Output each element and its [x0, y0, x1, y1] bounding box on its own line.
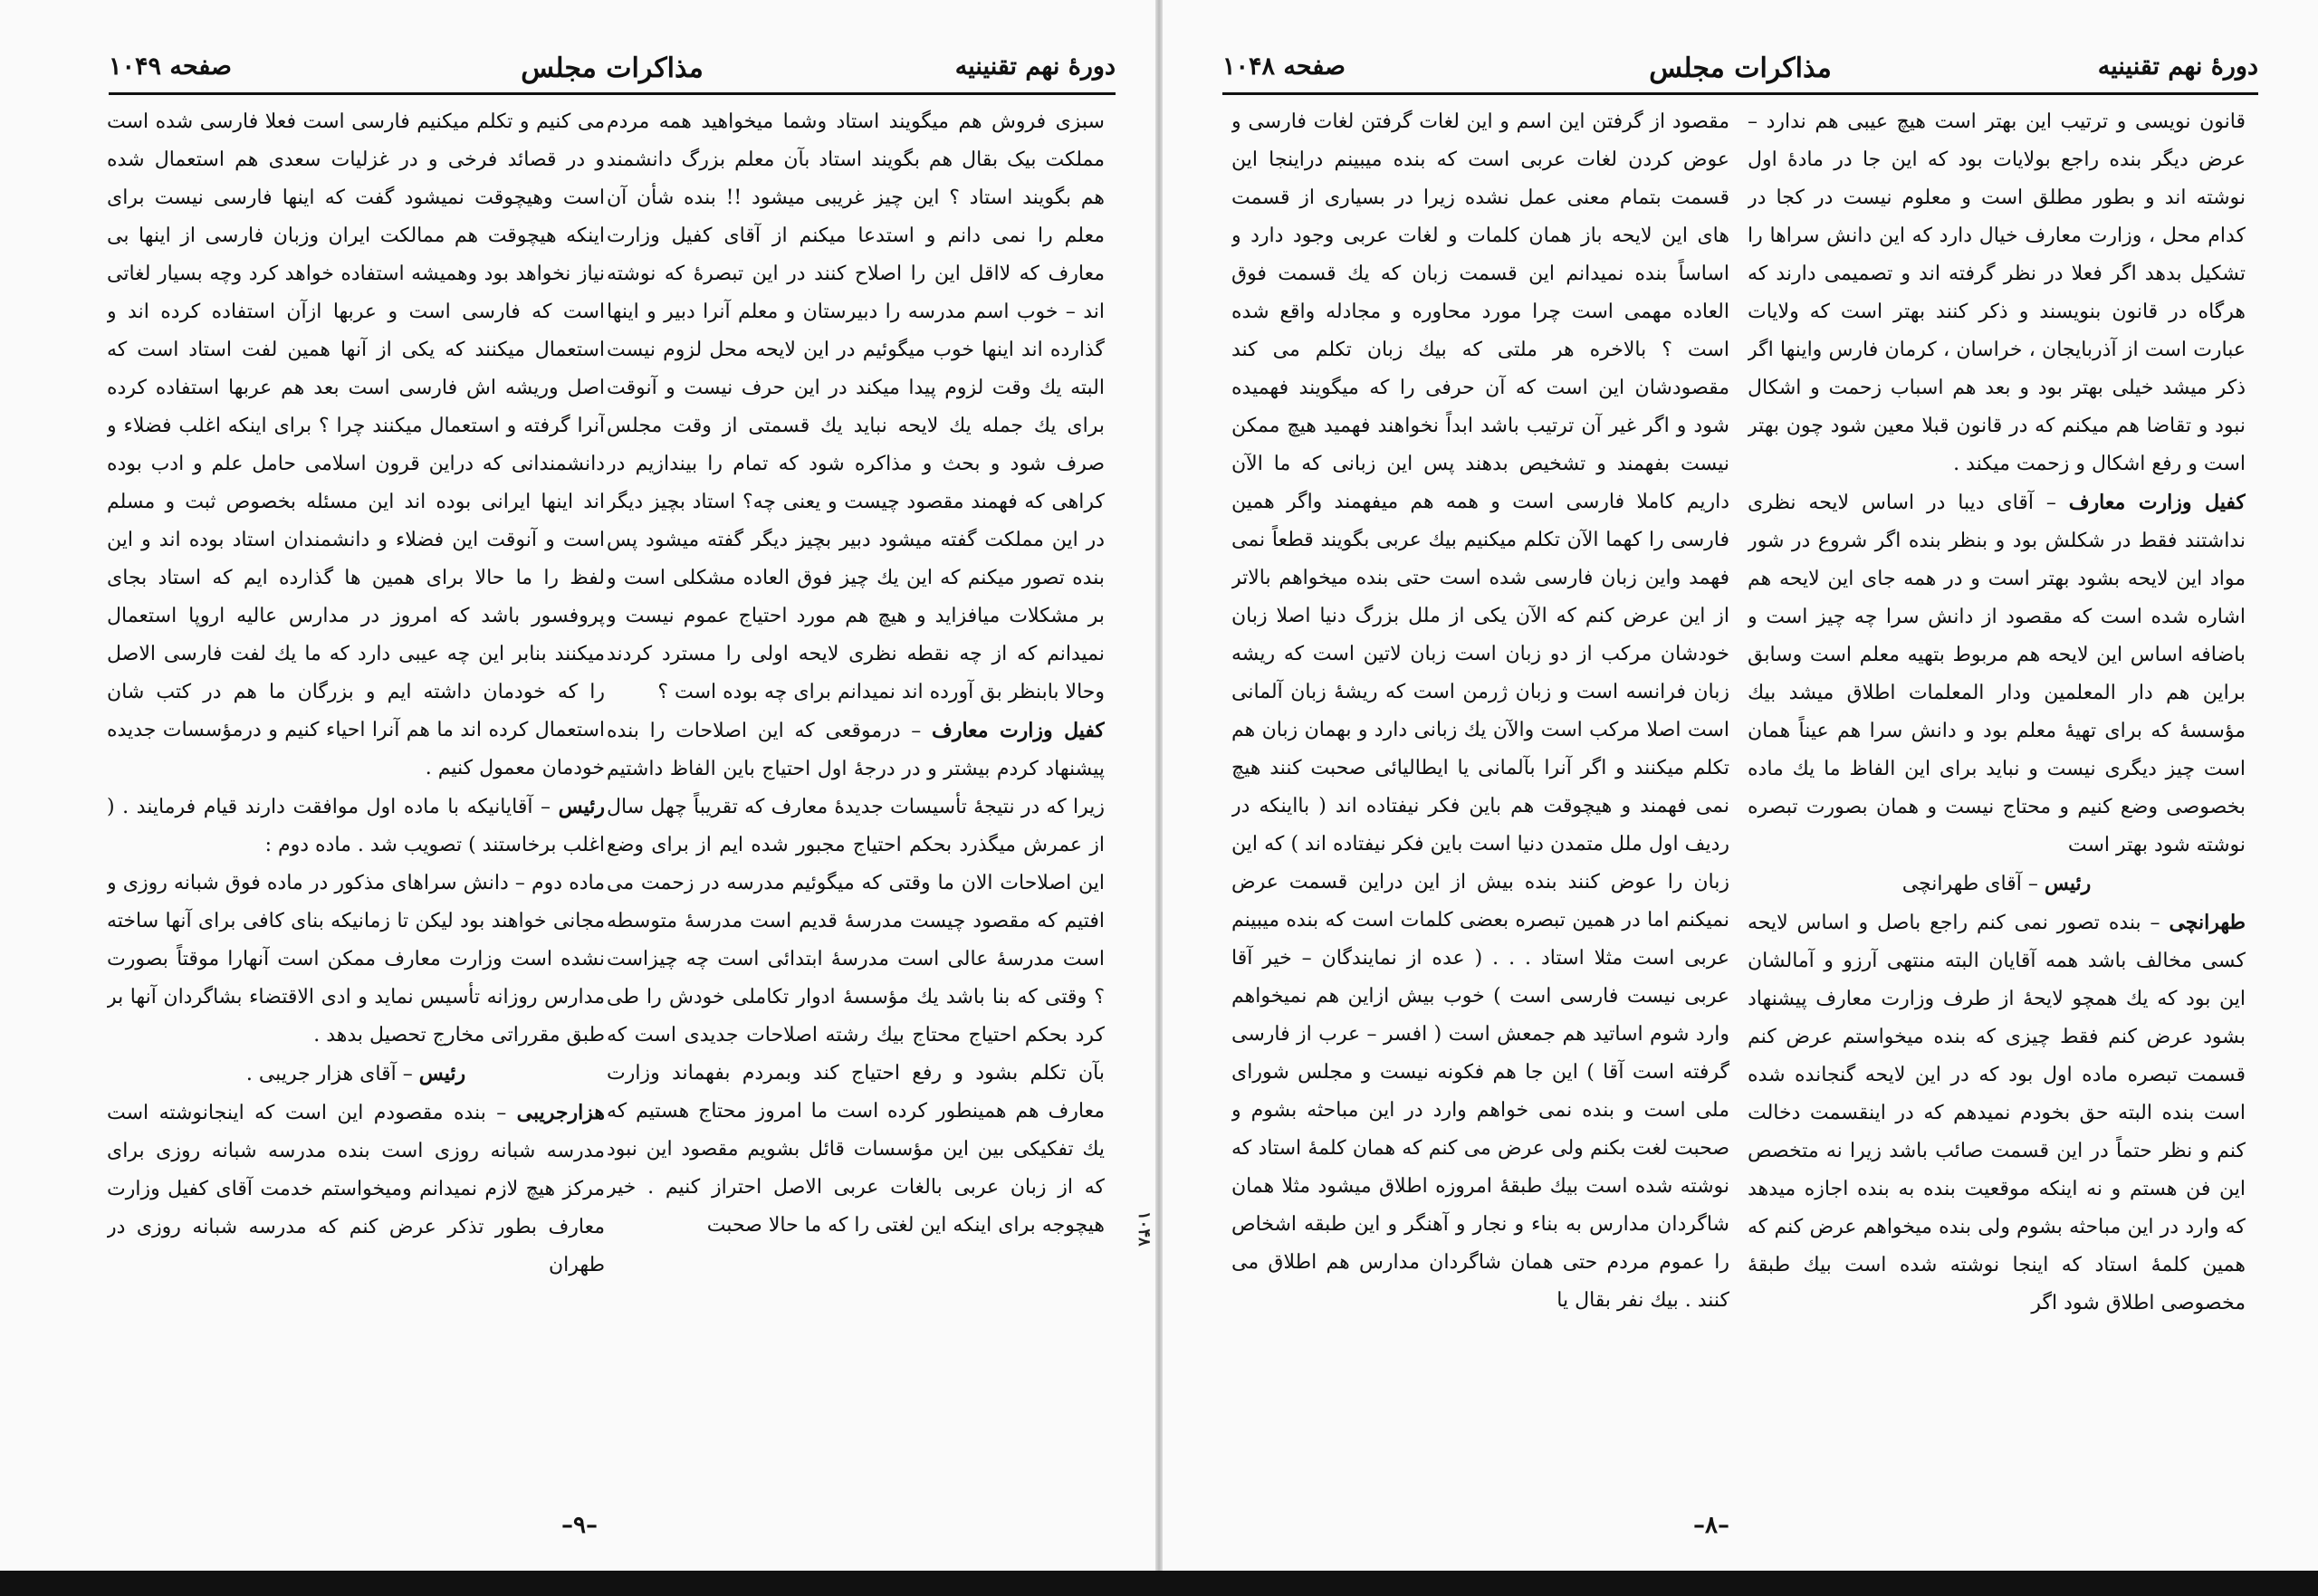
page-number-label: صفحه ۱۰۴۸	[1222, 53, 1346, 81]
paragraph: قانون نویسی و ترتیب این بهتر است هیچ عیبی هم ندارد – عرض دیگر بنده راجع بولایات بود که این جا در مادهٔ اول نوشته اند و بطور مطلق است و معلوم نیست در کجا در کدام محل ، وزارت معارف خیال دارد که این دانش سراها را تشکیل بدهد اگر فعلا در نظر گرفته اند و تصمیمی دارند که هرگاه در قانون بنویسند و ذکر کنند بهتر است که ولایات عبارت است از آذربایجان ، خراسان ، کرمان فارس واینها اگر ذکر میشد خیلی بهتر بود و بعد هم اسباب زحمت و اشکال نبود و تقاضا هم میکنم که در قانون قبلا معین شود چون بهتر است و رفع اشکال و زحمت میکند .	[1748, 110, 2246, 475]
text-column-left	[1231, 103, 1729, 1497]
text-column-right	[1748, 103, 2246, 1497]
paragraph: می کنیم و تکلم میکنیم فارسی است فعلا فارسی شده است و در قصائد فرخی و در غزلیات سعدی هم استعمال شده است وهیچوقت نمیشود گفت که اینها فارسی نیست برای اینکه هیچوقت هم ممالکت ایران وزبان فارسی از اینها بی نیاز نخواهد بود وهمیشه استفاده خواهد کرد وچه بسیار لغاتی است که فارسی است و عربها ازآن استفاده کرده اند و استعمال میکنند که یکی از آنها همین لفت استاد است که اصل وریشه اش فارسی است بعد هم عربها استفاده کرده آنرا گرفته و استعمال میکنند چرا ؟ برای اینکه اغلب فضلاء و دانشمندانی که دراین قرون اسلامی حامل علم و ادب بوده اند اینها ایرانی بوده اند این مسئله بخصوص ثبت و مسلم است و آنوقت این فضلاء و دانشمندان استاد بوده اند و این لفظ را ما حالا برای همین ها گذارده ایم که استاد بجای پروفسور باشد که امروز در مدارس عالیه اروپا استعمال میکنند بنابر این چه عیبی دارد که ما یك لفت فارسی الاصل را که خودمان داشته ایم و بزرگان ما هم در کتب شان استعمال کرده اند ما هم آنرا احیاء کنیم و درمؤسسات جدیده خودمان معمول کنیم .	[107, 110, 605, 779]
paragraph: هزارجریبی – بنده مقصودم این است که اینجانوشته است مدرسه شبانه روزی است بنده مدرسه شبانه روزی برای مرکز هیچ لازم نمیدانم ومیخواستم خدمت آقای کفیل وزارت معارف بطور تذکر عرض کنم که مدرسه شبانه روزی در طهران	[107, 1101, 605, 1276]
text-column-right	[607, 103, 1105, 1497]
right-page-header	[1222, 53, 2258, 94]
scan-bottom-edge	[0, 1571, 2318, 1596]
paragraph: طهرانچی – بنده تصور نمی کنم راجع باصل و اساس لایحه کسی مخالف باشد همه آقایان البته منتهی آرزو و آمالشان این بود که یك همچو لایحهٔ از طرف وزارت معارف پیشنهاد بشود عرض کنم فقط چیزی که بنده میخواستم عرض کنم قسمت تبصره ماده اول بود که در این لایحه گنجانده شده است بنده البته حق بخودم نمیدهم که در اینقسمت دخالت کنم و نظر حتماً در این قسمت صائب باشد زیرا نه متخصص این فن هستم و نه اینکه موقعیت بنده به بنده اجازه میدهد که وارد در این مباحثه بشوم ولی بنده میخواهم عرض کنم که همین کلمهٔ استاد که اینجا نوشته شده است بیك طبقهٔ مخصوصی اطلاق شود اگر	[1748, 911, 2246, 1314]
paragraph: رئیس – آقای هزار جریبی .	[245, 1062, 466, 1085]
right-page	[1159, 0, 2318, 1571]
session-label: دورهٔ نهم تقنینیه	[2097, 53, 2258, 81]
paragraph: رئیس – آقای طهرانچی	[1901, 872, 2092, 895]
speaker-name: طهرانچی	[2169, 911, 2246, 934]
speaker-name: کفیل وزارت معارف	[2068, 491, 2246, 514]
speaker-name: هزارجریبی	[516, 1101, 605, 1124]
left-page	[0, 0, 1159, 1571]
paragraph: رئیس – آقایانیکه با ماده اول موافقت دارند قیام فرمایند . ( اغلب برخاستند ) تصویب شد . ماده دوم :	[107, 795, 605, 856]
paragraph: کفیل وزارت معارف – آقای دیبا در اساس لایحه نظری نداشتند فقط در شکلش بود و بنظر بنده اگر شروع در شور مواد این لایحه بشود بهتر است و در همه جای این لایحه هم اشاره شده است که مقصود از دانش سرا چه چیز است و باضافه اساس این لایحه هم مربوط بتهیه معلم است وسابق براین هم دار المعلمین ودار المعلمات اطلاق میشد بیك مؤسسهٔ که برای تهیهٔ معلم بود و دانش سرا هم عیناً همان است چیز دیگری نیست و نباید برای این الفاظ ما یك ماده بخصوصی وضع کنیم و محتاج نیست و همان بصورت تبصره نوشته شود بهتر است	[1748, 491, 2246, 856]
speaker-name: رئیس	[418, 1062, 466, 1085]
paragraph: ماده دوم – دانش سراهای مذکور در ماده فوق شبانه روزی و مجانی خواهند بود لیکن تا زمانیکه بنای کافی برای آنها ساخته نشده است وزارت معارف ممکن است آنهارا موقتاً بصورت مدارس روزانه تأسیس نماید و ادی الاقتضاء بشاگردان آنها بر طبق مقرراتی مخارج تحصیل بدهد .	[107, 872, 605, 1046]
left-page-header	[109, 53, 1116, 94]
margin-note: ۱۰۴۸	[1135, 1211, 1154, 1247]
page-footer-number: –۹–	[561, 1512, 598, 1539]
page-footer-number: –۸–	[1693, 1512, 1729, 1539]
publication-title: مذاکرات مجلس	[521, 53, 704, 84]
paragraph: مقصود از گرفتن این اسم و این لغات گرفتن لغات فارسی و عوض کردن لغات عربی است که بنده میبینم دراینجا این قسمت بتمام معنی عمل نشده زیرا در بسیاری از قسمت های این لایحه باز همان کلمات و لغات عربی وجود دارد و اساساً بنده نمیدانم این قسمت زبان که یك قسمت فوق العاده مهمی است چرا مورد محاوره و مجادله واقع شده است ؟ بالاخره هر ملتی که بیك زبان تکلم می کند مقصودشان این است که آن حرفی را که میگویند فهمیده شود و اگر غیر آن ترتیب باشد ابداً نخواهند فهمید هیچ ممکن نیست بفهمند و تشخیص بدهند پس این زبانی که ما الآن داریم کاملا فارسی است و همه هم میفهمند واگر همین فارسی را کهما الآن تکلم میکنیم بیك عربی بگویند قطعاً نمی فهمد واین زبان فارسی شده است حتی بنده میخواهم بالاتر از این عرض کنم که الآن یکی از ملل بزرگ دنیا اصلا زبان خودشان مرکب از دو زبان است زبان لاتین است که ریشه زبان فرانسه است و زبان ژرمن است که ریشهٔ زبان آلمانی است اصلا مرکب است والآن یك زبانی دارد و بهمان زبان هم تکلم میکنند و اگر آنرا بآلمانی یا ایطالیائی صحبت کنند هیچ نمی فهمند و هیچوقت هم باین فکر نیفتاده اند ( بااینکه در ردیف اول ملل متمدن دنیا است باین فکر نیفتاده اند ) که این زبان را عوض کنند بنده بیش از این دراین قسمت عرض نمیکنم اما در همین تبصره بعضی کلمات است که بنده میبینم عربی است مثلا استاد . . . ( عده از نمایندگان – خیر آقا عربی نیست فارسی است ) خوب بیش ازاین هم نمیخواهم وارد شوم اساتید هم جمعش است ( افسر – عرب از فارسی گرفته است آقا ) این جا هم فکونه نیست و مجلس شورای ملی است و بنده نمی خواهم وارد در این مباحثه بشوم و صحبت لغت بکنم ولی عرض می کنم که همان کلمهٔ استاد که نوشته شده است بیك طبقهٔ امروزه اطلاق میشود مثلا همان شاگردان مدارس به بناء و نجار و آهنگر و این طبقه اشخاص را عموم مردم حتی همان شاگردان مدارس هم اطلاق می کنند . بیك نفر بقال یا	[1231, 110, 1729, 1312]
speaker-name: رئیس	[558, 795, 605, 818]
header-rule	[109, 92, 1116, 95]
page-number-label: صفحه ۱۰۴۹	[109, 53, 232, 81]
paragraph: سبزی فروش هم میگویند استاد وشما میخواهید همه مردم مملکت بیک بقال هم بگویند استاد بآن معلم بزرگ دانشمند هم بگویند استاد ؟ این چیز غریبی میشود !! بنده شأن آن معلم را نمی دانم و استدعا میکنم از آقای کفیل وزارت معارف که لااقل این را اصلاح کنند در این تبصرهٔ که نوشته اند – خوب اسم مدرسه را دبیرستان و معلم آنرا دبیر و اینها گذارده اند اینها خوب میگوئیم در این لایحه محل لزوم نیست البته یك وقت لزوم پیدا میکند در این حرف نیست و آنوقت برای یك جمله یك لایحه نباید یك قسمتی از وقت مجلس صرف شود و بحث و مذاکره شود که تمام را بیندازیم در کراهی که فهمند مقصود چیست و یعنی چه؟ استاد بچیز دیگر در این مملکت گفته میشود دبیر بچیز دیگر گفته میشود پس بنده تصور میکنم که این یك چیز فوق العاده مشکلی است و بر مشکلات میافزاید و هیچ هم مورد احتیاج عموم نیست و نمیدانم که از چه نقطه نظری لایحه اولی را مسترد کردند وحالا بابنظر بق آورده اند نمیدانم برای چه بوده است ؟	[607, 110, 1105, 703]
speaker-name: کفیل وزارت معارف	[932, 719, 1105, 742]
speaker-name: رئیس	[2044, 872, 2092, 895]
session-label: دورهٔ نهم تقنینیه	[954, 53, 1116, 81]
text-column-left	[107, 103, 605, 1497]
header-rule	[1222, 92, 2258, 95]
publication-title: مذاکرات مجلس	[1649, 53, 1832, 84]
paragraph: کفیل وزارت معارف – درموقعی که این اصلاحات را بنده پیشنهاد کردم بیشتر و در درجهٔ اول احتیاج باین الفاظ داشتیم زیرا که در نتیجهٔ تأسیسات جدیدهٔ معارف که تقریباً چهل سال از عمرش میگذرد بحکم احتیاج مجبور شده ایم از برای وضع این اصلاحات الان ما وقتی که میگوئیم مدرسه در زحمت می افتیم که مقصود چیست مدرسهٔ قدیم است مدرسهٔ متوسطه است مدرسهٔ عالی است مدرسهٔ ابتدائی است چه چیزاست ؟ وقتی که بنا باشد یك مؤسسهٔ ادوار تکاملی خودش را طی کرد بحکم احتیاج محتاج بیك رشته اصلاحات جدیدی است که بآن تکلم بشود و رفع احتیاج کند وبمردم بفهماند وزارت معارف هم همینطور کرده است ما امروز محتاج هستیم که یك تفکیکی بین این مؤسسات قائل بشویم مقصود این نبود که از زبان عربی بالغات عربی الاصل احتراز کنیم . خیر هیچوجه برای اینکه این لغتی را که ما حالا صحبت	[607, 719, 1105, 1237]
